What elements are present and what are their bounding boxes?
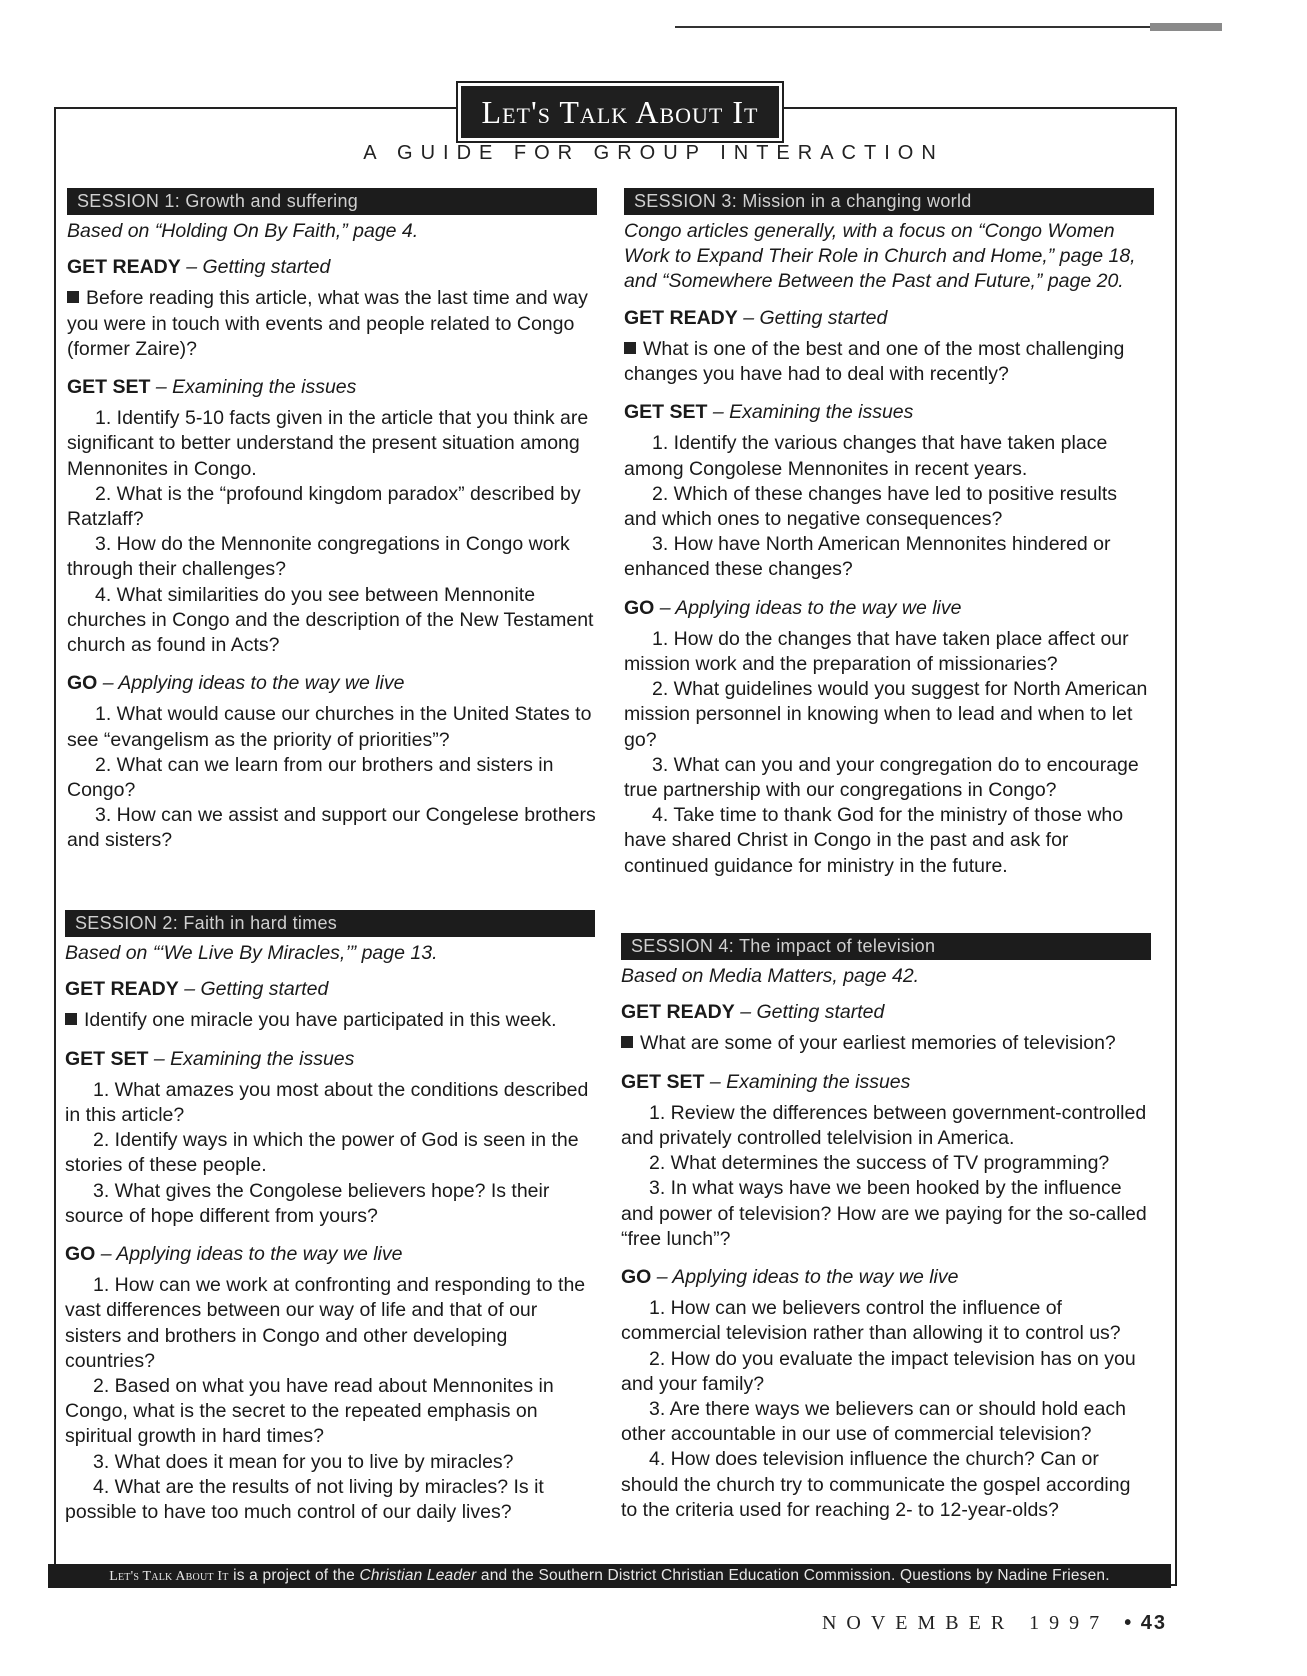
credits-footer: Let's Talk About It is a project of the Christian Leader and the Southern District Christian Education Commission. Questions by Nadine Friesen. (48, 1564, 1171, 1588)
session-bar: SESSION 3: Mission in a changing world (624, 188, 1154, 215)
get-ready-heading: GET READY – Getting started (621, 1001, 885, 1024)
get-set-list (624, 431, 1154, 582)
session-bar: SESSION 2: Faith in hard times (65, 910, 595, 937)
session-source: Based on “‘We Live By Miracles,’” page 13. (65, 942, 438, 964)
get-ready-heading: GET READY – Getting started (624, 306, 888, 329)
list-item: 4. What are the results of not living by miracles? Is it possible to have too much control of our daily lives? (65, 1475, 544, 1524)
session-bar: SESSION 4: The impact of television (621, 933, 1151, 960)
list-item: 3. In what ways have we been hooked by the influence and power of television? How are we paying for the so-called “free lunch”? (621, 1177, 1147, 1250)
page-subtitle: A GUIDE FOR GROUP INTERACTION (363, 142, 944, 164)
get-set-list (621, 1101, 1151, 1252)
square-bullet-icon (65, 1013, 77, 1025)
go-list (621, 1296, 1151, 1523)
list-item: 2. Which of these changes have led to positive results and which ones to negative consequences? (624, 482, 1118, 531)
list-item: 2. What is the “profound kingdom paradox” described by Ratzlaff? (67, 482, 581, 531)
get-ready-heading: GET READY – Getting started (65, 978, 329, 1001)
list-item: 3. How have North American Mennonites hindered or enhanced these changes? (624, 533, 1111, 581)
list-item: 4. What similarities do you see between Mennonite churches in Congo and the description of the New Testament church as found in Acts? (67, 583, 594, 657)
list-item: 1. Identify 5-10 facts given in the article that you think are significant to better understand the present situation among Mennonites in Congo. (67, 407, 589, 480)
top-rule (675, 26, 1220, 28)
go-list (67, 702, 597, 853)
list-item: 2. What determines the success of TV programming? (649, 1152, 1110, 1175)
get-set-heading: GET SET – Examining the issues (621, 1070, 911, 1093)
list-item: 3. Are there ways we believers can or should hold each other accountable in our use of commercial television? (621, 1398, 1126, 1446)
list-item: 1. How can we believers control the influence of commercial television rather than allowing it to control us? (621, 1297, 1121, 1345)
list-item: 3. What does it mean for you to live by miracles? (93, 1450, 514, 1473)
list-item: 2. How do you evaluate the impact television has on you and your family? (621, 1347, 1136, 1395)
list-item: 4. How does television influence the church? Can or should the church try to communicate the gospel according to the criteria used for reaching 2- to 12-year-olds? (621, 1448, 1131, 1521)
list-item: 2. Identify ways in which the power of God is seen in the stories of these people. (65, 1129, 579, 1177)
get-set-heading: GET SET – Examining the issues (65, 1047, 355, 1070)
go-heading: GO – Applying ideas to the way we live (67, 672, 405, 695)
list-item: 4. Take time to thank God for the ministry of those who have shared Christ in Congo in the past and ask for continued guidance for ministry in the future. (624, 804, 1124, 877)
get-set-list (65, 1078, 595, 1229)
go-heading: GO – Applying ideas to the way we live (621, 1266, 959, 1289)
list-item: 3. What gives the Congolese believers hope? Is their source of hope different from yours? (65, 1179, 550, 1227)
list-item: 3. How can we assist and support our Congelese brothers and sisters? (67, 804, 596, 852)
get-ready-heading: GET READY – Getting started (67, 256, 331, 279)
page-folio (822, 1612, 1167, 1635)
list-item: 2. What can we learn from our brothers and sisters in Congo? (67, 753, 554, 802)
session-source: Congo articles generally, with a focus on “Congo Women Work to Expand Their Role in Church and Home,” page 18, and “Somewhere Between the Past and Future,” page 20. (624, 220, 1136, 293)
list-item: 3. How do the Mennonite congregations in Congo work through their challenges? (67, 533, 570, 581)
list-item: 2. Based on what you have read about Mennonites in Congo, what is the secret to the repeated emphasis on spiritual growth in hard times? (65, 1375, 554, 1448)
list-item: 1. What amazes you most about the conditions described in this article? (65, 1078, 589, 1127)
get-set-heading: GET SET – Examining the issues (624, 401, 914, 424)
go-heading: GO – Applying ideas to the way we live (624, 596, 962, 619)
top-rule-end (1150, 23, 1222, 31)
list-item: 1. How do the changes that have taken place affect our mission work and the preparation of missionaries? (624, 627, 1129, 676)
list-item: 2. What guidelines would you suggest for North American mission personnel in knowing when to lead and when to let go? (624, 678, 1148, 751)
go-list (624, 627, 1154, 879)
session-bar: SESSION 1: Growth and suffering (67, 188, 597, 215)
session-source: Based on “Holding On By Faith,” page 4. (67, 220, 419, 242)
list-item: 1. Review the differences between government-controlled and privately controlled telelvision in America. (621, 1101, 1147, 1150)
list-item: 3. What can you and your congregation do to encourage true partnership with our congregations in Congo? (624, 753, 1139, 802)
go-list (65, 1273, 595, 1525)
get-set-heading: GET SET – Examining the issues (67, 376, 357, 399)
session-2 (65, 910, 595, 1525)
session-4 (621, 933, 1151, 1523)
issue-date: NOVEMBER 1997 (821, 1612, 1110, 1634)
session-source: Based on Media Matters, page 42. (621, 965, 920, 987)
list-item: 1. How can we work at confronting and responding to the vast differences between our way of life and that of our sisters and brothers in Congo and other developing countries? (65, 1274, 586, 1372)
page-number: • 43 (1124, 1612, 1167, 1634)
square-bullet-icon (621, 1036, 633, 1048)
get-ready-question: What are some of your earliest memories of television? (621, 1031, 1151, 1056)
session-1 (67, 188, 597, 854)
page-title: Let's Talk About It (458, 83, 782, 141)
get-ready-question: Before reading this article, what was the last time and way you were in touch with events and people related to Congo (former Zaire)? (67, 287, 588, 360)
square-bullet-icon (67, 291, 79, 303)
go-heading: GO – Applying ideas to the way we live (65, 1243, 403, 1266)
square-bullet-icon (624, 342, 636, 354)
list-item: 1. Identify the various changes that have taken place among Congolese Mennonites in recent years. (624, 432, 1108, 480)
get-ready-question: What is one of the best and one of the most challenging changes you have had to deal with recently? (624, 337, 1125, 386)
session-3 (624, 188, 1154, 879)
get-ready-question: Identify one miracle you have participated in this week. (65, 1008, 595, 1033)
get-set-list (67, 406, 597, 658)
list-item: 1. What would cause our churches in the United States to see “evangelism as the priority of priorities”? (67, 703, 592, 751)
